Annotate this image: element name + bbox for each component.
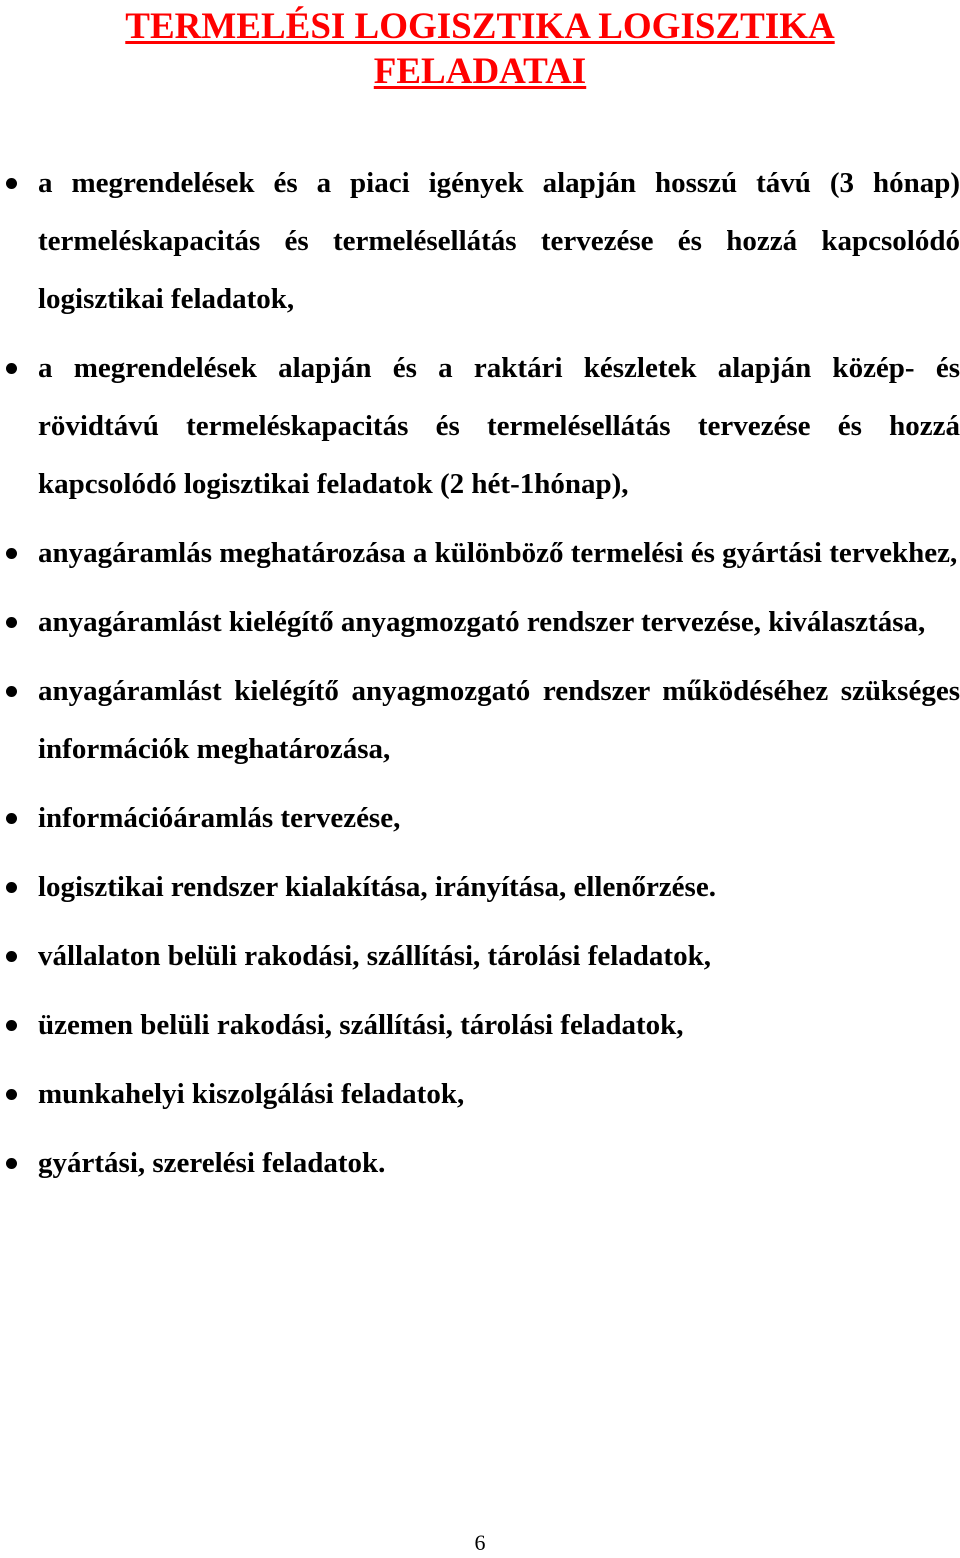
list-item: [0, 927, 960, 985]
bullet-icon: [6, 951, 17, 962]
bullet-icon: [6, 686, 17, 697]
list-item-text: a megrendelések alapján és a raktári készletek alapján közép- és rövidtávú termeléskapacitás és termelésellátás tervezése és hozzá kapcsolódó logisztikai feladatok (2 hét-1hónap),: [38, 352, 960, 500]
bullet-icon: [6, 178, 17, 189]
bullet-icon: [6, 363, 17, 374]
bullet-icon: [6, 1020, 17, 1031]
list-item-text: logisztikai rendszer kialakítása, irányítása, ellenőrzése.: [38, 871, 716, 903]
list-item-text: anyagáramlást kielégítő anyagmozgató rendszer működéséhez szükséges információk meghatározása,: [38, 675, 960, 765]
list-item-text: anyagáramlás meghatározása a különböző termelési és gyártási tervekhez,: [38, 537, 958, 569]
list-item-text: a megrendelések és a piaci igények alapján hosszú távú (3 hónap) termeléskapacitás és termelésellátás tervezése és hozzá kapcsolódó logisztikai feladatok,: [38, 167, 960, 315]
list-item: [0, 339, 960, 513]
list-item-text: vállalaton belüli rakodási, szállítási, tárolási feladatok,: [38, 940, 711, 972]
bullet-icon: [6, 548, 17, 559]
list-item-text: információáramlás tervezése,: [38, 802, 401, 834]
title-line-1: TERMELÉSI LOGISZTIKA LOGISZTIKA: [125, 6, 835, 47]
task-list: [0, 154, 960, 1203]
list-item-text: üzemen belüli rakodási, szállítási, tárolási feladatok,: [38, 1009, 684, 1041]
list-item-text: anyagáramlást kielégítő anyagmozgató rendszer tervezése, kiválasztása,: [38, 606, 926, 638]
title-line-2: FELADATAI: [373, 51, 587, 92]
list-item: [0, 1134, 960, 1192]
page-number: 6: [474, 1530, 486, 1555]
bullet-icon: [6, 1089, 17, 1100]
list-item: [0, 858, 960, 916]
list-item-text: munkahelyi kiszolgálási feladatok,: [38, 1078, 465, 1110]
bullet-icon: [6, 1158, 17, 1169]
list-item: [0, 154, 960, 328]
list-item: [0, 524, 960, 582]
list-item: [0, 1065, 960, 1123]
bullet-icon: [6, 813, 17, 824]
list-item: [0, 996, 960, 1054]
list-item: [0, 662, 960, 778]
bullet-icon: [6, 617, 17, 628]
list-item: [0, 593, 960, 651]
list-item: [0, 789, 960, 847]
bullet-icon: [6, 882, 17, 893]
page-title: [0, 4, 960, 94]
list-item-text: gyártási, szerelési feladatok.: [38, 1147, 386, 1179]
